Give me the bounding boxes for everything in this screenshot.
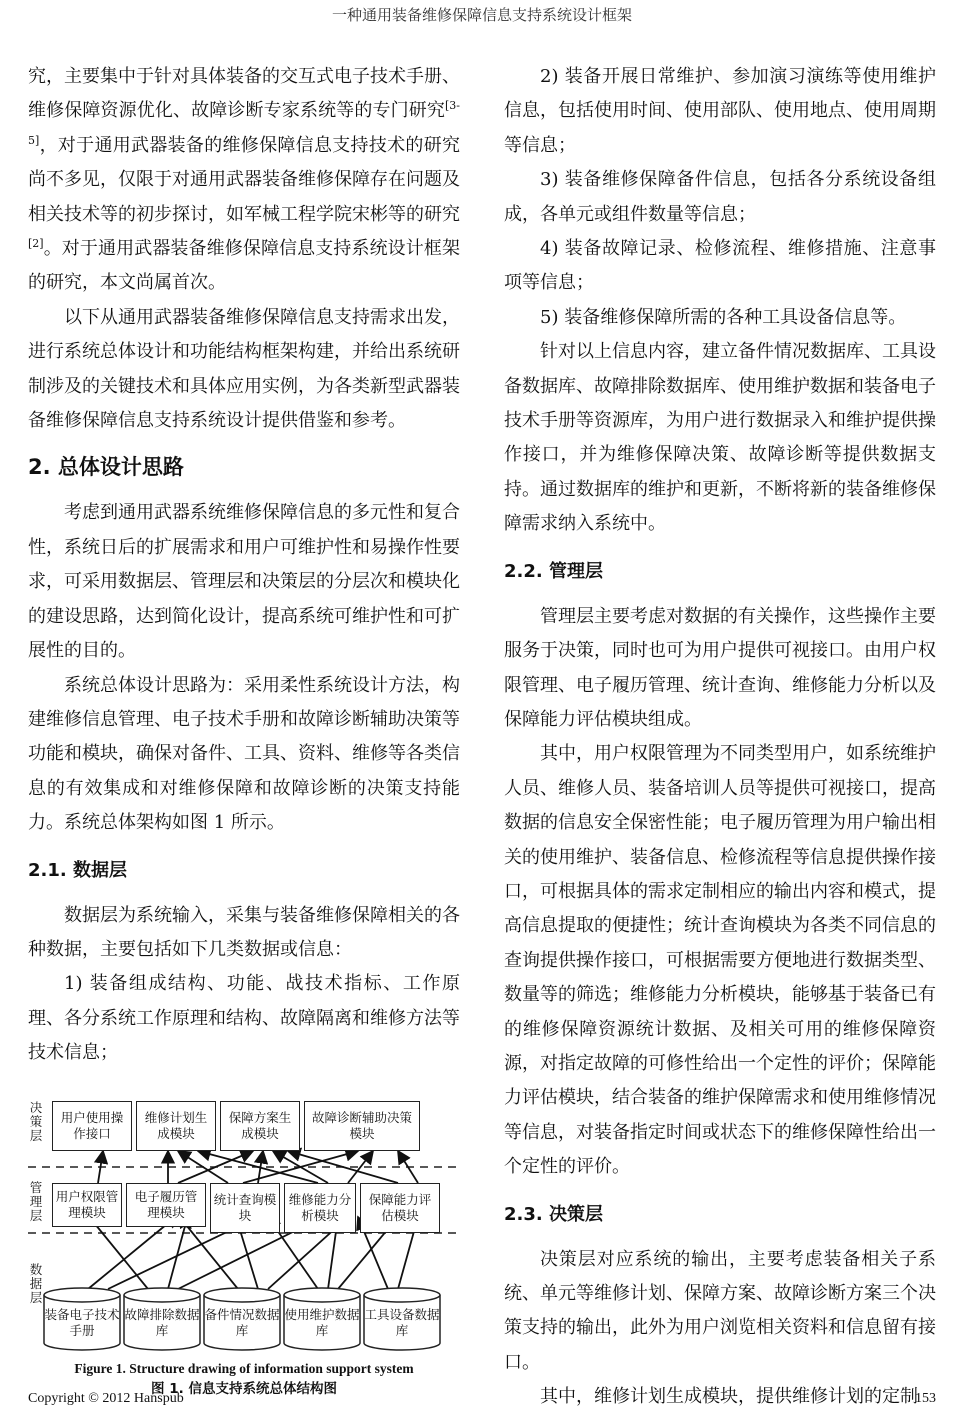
db-electronic-manual: 装备电子技术手册	[44, 1306, 120, 1338]
db-spare-parts: 备件情况数据库	[204, 1306, 280, 1338]
box-statistics-query: 统计查询模块	[210, 1183, 280, 1233]
paragraph: 数据层为系统输入，采集与装备维修保障相关的各种数据，主要包括如下几类数据或信息：	[28, 904, 460, 960]
figure-caption-zh: 图 1. 信息支持系统总体结构图	[151, 1380, 337, 1397]
box-support-scheme: 保障方案生成模块	[220, 1101, 300, 1151]
subsection-heading: 2.3. 决策层	[504, 1203, 603, 1225]
paragraph: 其中，维修计划生成模块，提供维修计划的定制	[540, 1386, 918, 1408]
page-number: 153	[915, 1391, 936, 1406]
box-maintenance-plan: 维修计划生成模块	[136, 1101, 216, 1151]
paragraph: 管理层主要考虑对数据的有关操作，这些操作主要服务于决策，同时也可为用户提供可视接口。由用户权限管理、电子履历管理、统计查询、维修能力分析以及保障能力评估模块组成。	[504, 605, 936, 730]
figure-caption-en: Figure 1. Structure drawing of information support system	[74, 1360, 414, 1376]
layer-label-management: 管理层	[29, 1179, 43, 1223]
citation[interactable]: [2]	[28, 237, 44, 251]
subsection-heading: 2.2. 管理层	[504, 560, 603, 582]
list-item: 1) 装备组成结构、功能、战技术指标、工作原理、各分系统工作原理和结构、故障隔离和维修方法等技术信息；	[28, 973, 460, 1064]
right-column	[504, 60, 936, 1415]
paragraph: 决策层对应系统的输出，主要考虑装备相关子系统、单元等维修计划、保障方案、故障诊断方案三个决策支持的输出，此外为用户浏览相关资料和信息留有接口。	[504, 1248, 936, 1373]
list-item: 3) 装备维修保障备件信息，包括各分系统设备组成，各单元或组件数量等信息；	[504, 169, 936, 225]
paragraph-intro-continued: 究，主要集中于针对具体装备的交互式电子技术手册、维修保障资源优化、故障诊断专家系统等的专门研究[3-5]，对于通用武器装备的维修保障信息支持技术的研究尚不多见，仅限于对通用武器装备维修保障存在问题及相关技术等的初步探讨，如军械工程学院宋彬等的研究[2]。对于通用武器装备维修保障信息支持系统设计框架的研究，本文尚属首次。	[28, 66, 460, 294]
box-fault-diagnosis: 故障诊断辅助决策模块	[304, 1101, 420, 1151]
paragraph: 系统总体设计思路为：采用柔性系统设计方法，构建维修信息管理、电子技术手册和故障诊断辅助决策等功能和模块，确保对备件、工具、资料、维修等各类信息的有效集成和对维修保障和故障诊断的决策支持能力。系统总体架构如图 1 所示。	[28, 674, 460, 834]
left-column	[28, 60, 460, 1397]
layer-label-decision: 决策层	[29, 1099, 43, 1143]
citation[interactable]: [3-5]	[28, 99, 460, 147]
layer-label-data: 数据层	[29, 1261, 43, 1305]
paragraph: 考虑到通用武器系统维修保障信息的多元性和复合性，系统日后的扩展需求和用户可维护性和易操作性要求，可采用数据层、管理层和决策层的分层次和模块化的建设思路，达到简化设计，提高系统可维护性和可扩展性的目的。	[28, 502, 460, 662]
figure-architecture	[28, 1095, 460, 1355]
paragraph: 针对以上信息内容，建立备件情况数据库、工具设备数据库、故障排除数据库、使用维护数据和装备电子技术手册等资源库，为用户进行数据录入和维护提供操作接口，并为维修保障决策、故障诊断等提供数据支持。通过数据库的维护和更新，不断将新的装备维修保障需求纳入系统中。	[504, 341, 936, 535]
list-item: 5) 装备维修保障所需的各种工具设备信息等。	[540, 306, 907, 328]
subsection-heading: 2.1. 数据层	[28, 859, 127, 881]
box-support-evaluation: 保障能力评估模块	[360, 1183, 440, 1233]
db-troubleshooting: 故障排除数据库	[124, 1306, 200, 1338]
running-head: 一种通用装备维修保障信息支持系统设计框架	[331, 6, 632, 24]
section-heading: 2. 总体设计思路	[28, 455, 184, 480]
box-user-permission: 用户权限管理模块	[52, 1183, 122, 1227]
footer-copyright: Copyright © 2012 Hanspub	[28, 1391, 184, 1406]
db-usage-maintenance: 使用维护数据库	[284, 1306, 360, 1338]
box-user-interface: 用户使用操作接口	[52, 1101, 132, 1151]
db-tools-equipment: 工具设备数据库	[364, 1306, 440, 1338]
paragraph: 其中，用户权限管理为不同类型用户，如系统维护人员、维修人员、装备培训人员等提供可视接口，提高数据的信息安全保密性能；电子履历管理为用户输出相关的使用维护、装备信息、检修流程等信息提供操作接口，可根据具体的需求定制相应的输出内容和模式，提高信息提取的便捷性；统计查询模块为各类不同信息的查询提供操作接口，可根据需要方便地进行数据类型、数量等的筛选；维修能力分析模块，能够基于装备已有的维修保障资源统计数据、及相关可用的维修保障资源，对指定故障的可修性给出一个定性的评价；保障能力评估模块，结合装备的维护保障需求和使用维修情况等信息，对装备指定时间或状态下的维修保障性给出一个定性的评价。	[504, 743, 936, 1178]
box-maintenance-analysis: 维修能力分析模块	[284, 1183, 356, 1233]
box-electronic-record: 电子履历管理模块	[126, 1183, 206, 1227]
paragraph: 以下从通用武器装备维修保障信息支持需求出发，进行系统总体设计和功能结构框架构建，并给出系统研制涉及的关键技术和具体应用实例，为各类新型武器装备维修保障信息支持系统设计提供借鉴和参考。	[28, 306, 460, 432]
list-item: 4) 装备故障记录、检修流程、维修措施、注意事项等信息；	[504, 238, 936, 294]
list-item: 2) 装备开展日常维护、参加演习演练等使用维护信息，包括使用时间、使用部队、使用地点、使用周期等信息；	[504, 66, 936, 156]
